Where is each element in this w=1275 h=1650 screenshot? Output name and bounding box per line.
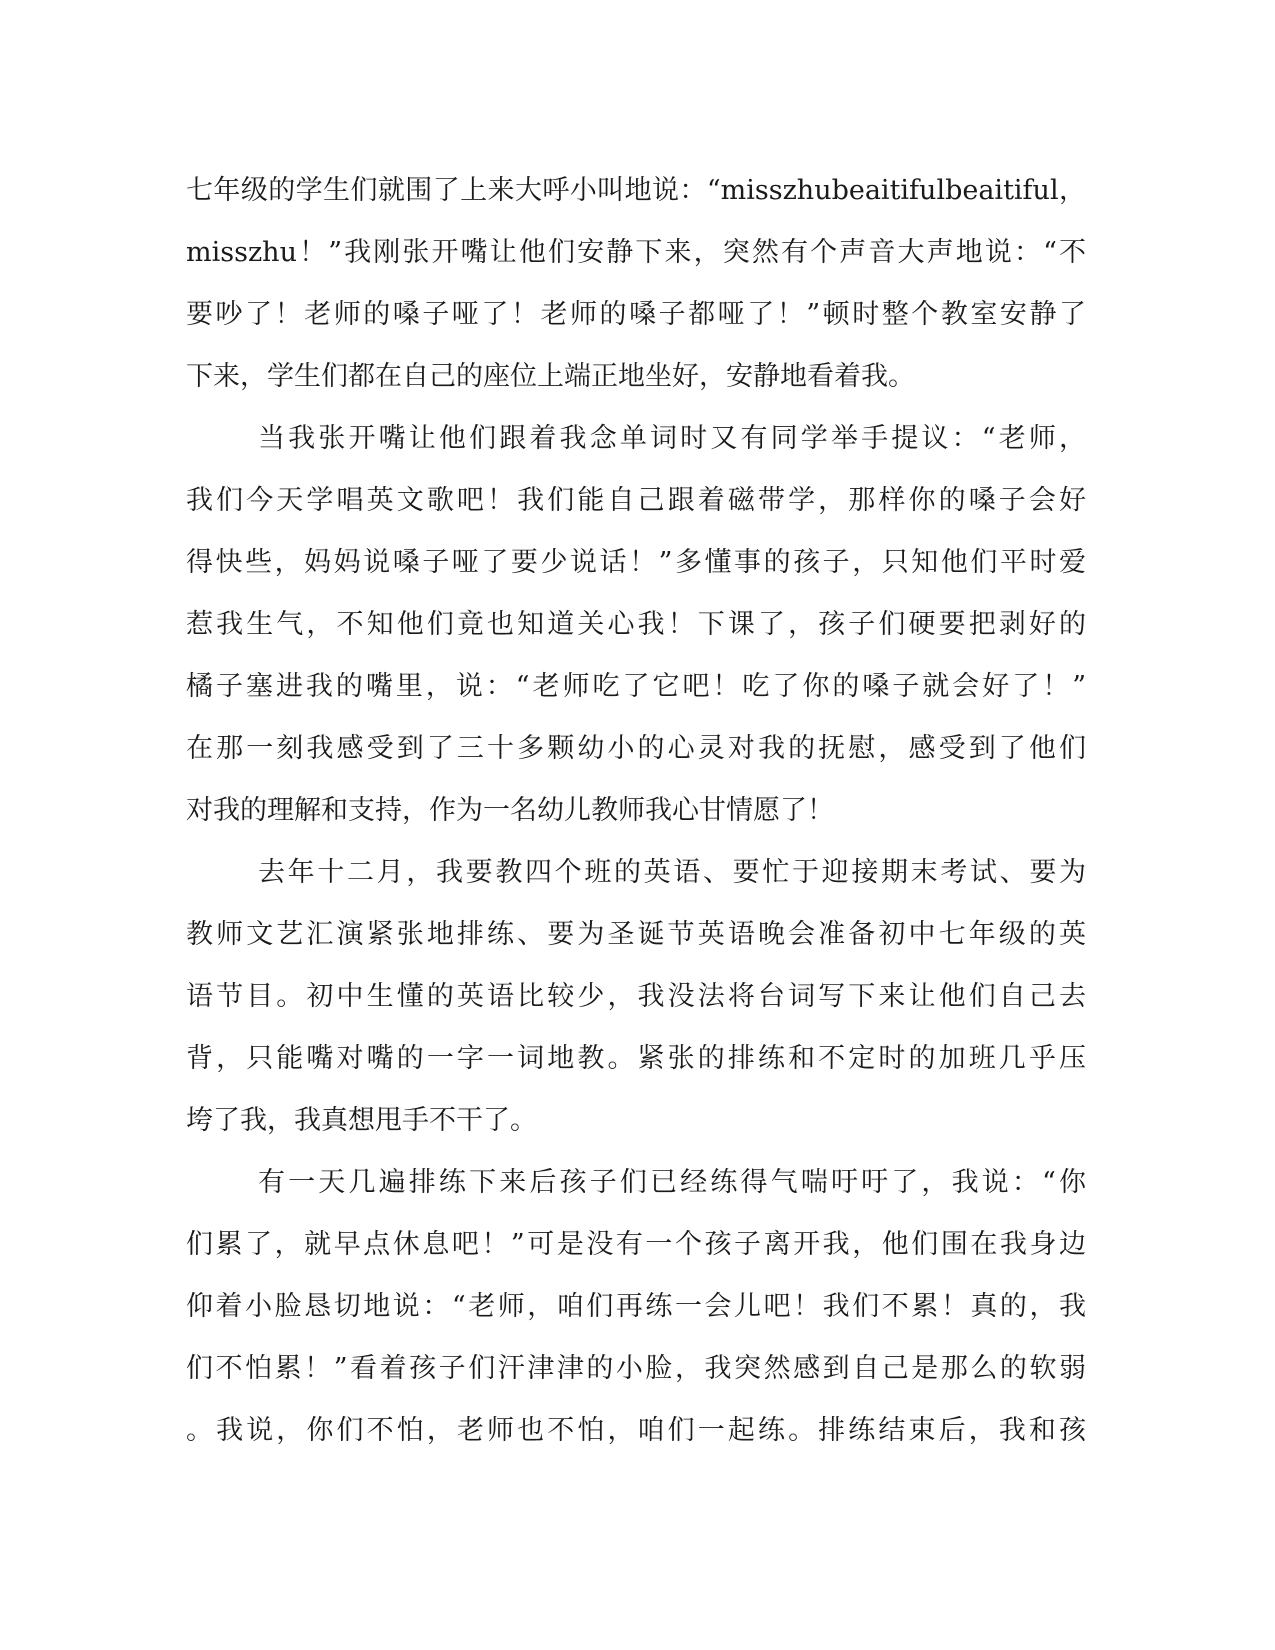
text-line: 教师文艺汇演紧张地排练、要为圣诞节英语晚会准备初中七年级的英 [186,919,1086,950]
text-line: 背，只能嘴对嘴的一字一词地教。紧张的排练和不定时的加班几乎压 [186,1043,1086,1074]
text-line: 下来，学生们都在自己的座位上端正地坐好，安静地看着我。 [186,361,915,392]
text-line: 七年级的学生们就围了上来大呼小叫地说：“misszhubeaitifulbeaitiful， [186,175,1086,206]
text-line: 我们今天学唱英文歌吧！我们能自己跟着磁带学，那样你的嗓子会好 [186,485,1086,516]
text-line: 仰着小脸恳切地说：“老师，咱们再练一会儿吧！我们不累！真的，我 [186,1291,1086,1322]
text-line: 要吵了！老师的嗓子哑了！老师的嗓子都哑了！”顿时整个教室安静了 [186,299,1086,330]
text-line: 语节目。初中生懂的英语比较少，我没法将台词写下来让他们自己去 [186,981,1086,1012]
text-line: 去年十二月，我要教四个班的英语、要忙于迎接期末考试、要为 [258,857,1086,888]
text-line: 垮了我，我真想甩手不干了。 [186,1105,537,1136]
text-line: 有一天几遍排练下来后孩子们已经练得气喘吁吁了，我说：“你 [258,1167,1086,1198]
text-line: 们累了，就早点休息吧！”可是没有一个孩子离开我，他们围在我身边 [186,1229,1086,1260]
text-line: 当我张开嘴让他们跟着我念单词时又有同学举手提议：“老师， [258,423,1086,454]
text-line: 。我说，你们不怕，老师也不怕，咱们一起练。排练结束后，我和孩 [186,1415,1086,1446]
text-line: 惹我生气，不知他们竟也知道关心我！下课了，孩子们硬要把剥好的 [186,609,1086,640]
document-body [186,160,1086,1462]
text-line: 对我的理解和支持，作为一名幼儿教师我心甘情愿了！ [186,795,834,826]
text-line: 橘子塞进我的嘴里，说：“老师吃了它吧！吃了你的嗓子就会好了！” [186,671,1086,702]
text-line: 在那一刻我感受到了三十多颗幼小的心灵对我的抚慰，感受到了他们 [186,733,1086,764]
text-line: 得快些，妈妈说嗓子哑了要少说话！”多懂事的孩子，只知他们平时爱 [186,547,1086,578]
text-line: misszhu！”我刚张开嘴让他们安静下来，突然有个声音大声地说：“不 [186,237,1086,268]
text-line: 们不怕累！”看着孩子们汗津津的小脸，我突然感到自己是那么的软弱 [186,1353,1086,1384]
